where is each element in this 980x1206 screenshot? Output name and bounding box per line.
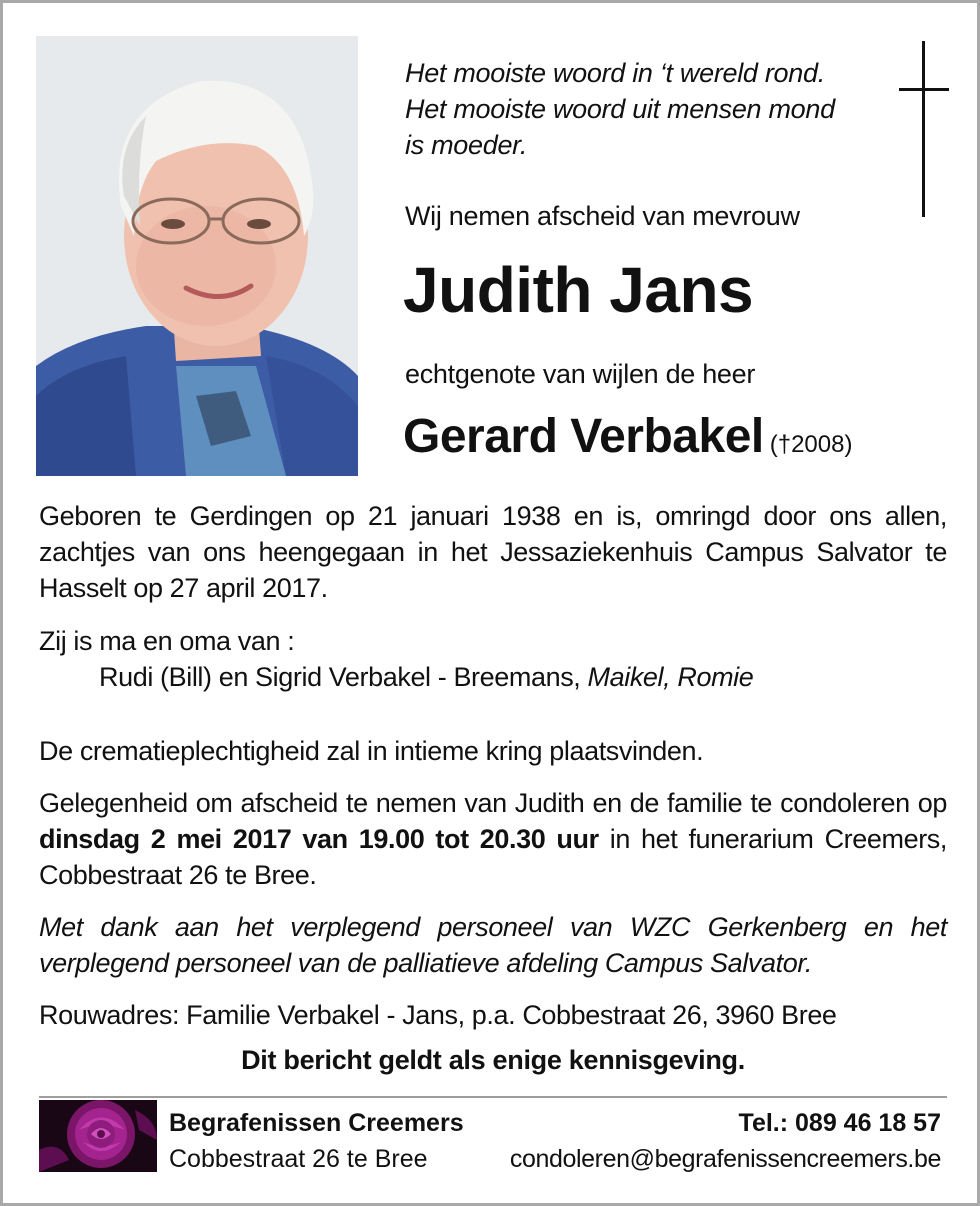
funeral-company-phone: Tel.: 089 46 18 57 (738, 1109, 941, 1137)
children-names: Rudi (Bill) en Sigrid Verbakel - Breemans, (99, 662, 581, 692)
poem-line-2: Het mooiste woord uit mensen mond (405, 94, 835, 124)
deceased-name: Judith Jans (403, 254, 754, 326)
mother-of-intro: Zij is ma en oma van : (39, 626, 295, 656)
mourning-address: Rouwadres: Familie Verbakel - Jans, p.a. Cobbestraat 26, 3960 Bree (39, 1000, 837, 1030)
poem-line-1: Het mooiste woord in ‘t wereld rond. (405, 58, 825, 88)
rose-logo (39, 1100, 157, 1172)
spouse-intro: echtgenote van wijlen de heer (405, 359, 756, 389)
mother-of-paragraph (39, 623, 947, 695)
cross-icon (899, 41, 949, 217)
spouse-line (403, 409, 852, 464)
visitation-suffix: in het funerarium Creemers, Cobbestraat 26 te Bree. (39, 824, 947, 890)
visitation-paragraph (39, 785, 947, 893)
funeral-company-name: Begrafenissen Creemers (169, 1109, 464, 1137)
birth-paragraph: Geboren te Gerdingen op 21 januari 1938 en is, omringd door ons allen, zachtjes van ons heengegaan in het Jessaziekenhuis Campus Salvator te Hasselt op 27 april 2017. (39, 501, 947, 603)
spouse-name: Gerard Verbakel (403, 410, 764, 463)
footer-divider (39, 1096, 947, 1098)
portrait-photo (36, 36, 358, 476)
farewell-intro: Wij nemen afscheid van mevrouw (405, 201, 800, 231)
grandchildren-names: Maikel, Romie (587, 662, 754, 692)
funeral-company-email: condoleren@begrafenissencreemers.be (509, 1145, 941, 1173)
poem-line-3: is moeder. (405, 130, 528, 160)
thanks-paragraph: Met dank aan het verplegend personeel van WZC Gerkenberg en het verplegend personeel van de palliatieve afdeling Campus Salvator. (39, 912, 947, 978)
spouse-death-year: (†2008) (769, 431, 853, 458)
funeral-company-address: Cobbestraat 26 te Bree (169, 1145, 428, 1173)
cremation-paragraph: De crematieplechtigheid zal in intieme kring plaatsvinden. (39, 736, 704, 766)
visitation-datetime: dinsdag 2 mei 2017 van 19.00 tot 20.30 uur (39, 824, 599, 854)
children-line (39, 659, 947, 695)
poem (405, 55, 875, 163)
visitation-prefix: Gelegenheid om afscheid te nemen van Judith en de familie te condoleren op (39, 788, 947, 818)
notice-line: Dit bericht geldt als enige kennisgeving. (241, 1045, 745, 1075)
